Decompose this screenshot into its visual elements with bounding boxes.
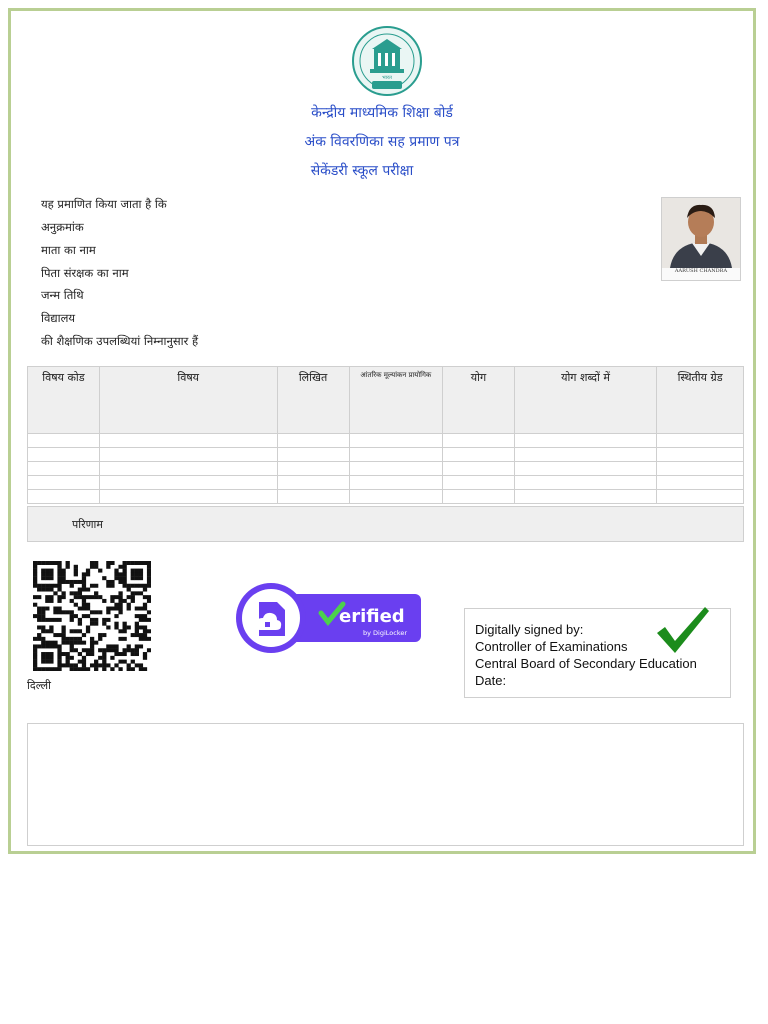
table-row: [28, 434, 744, 448]
photo-caption: AARUSH CHANDRA: [662, 268, 740, 280]
col-subject-code: विषय कोड: [28, 367, 100, 434]
roll-no-label: अनुक्रमांक: [41, 220, 84, 234]
document-title: अंक विवरणिका सह प्रमाण पत्र: [304, 134, 460, 150]
student-photo: [661, 197, 741, 281]
badge-main-text: erified: [339, 606, 405, 627]
col-grade: स्थितीय ग्रेड: [657, 367, 744, 434]
table-row: [28, 476, 744, 490]
col-internal-practical: आंतरिक मूल्यांकन प्रायोगिक: [349, 367, 442, 434]
emblem-text: भारत: [382, 75, 392, 81]
table-header-row: [28, 367, 744, 434]
result-label: परिणाम: [72, 518, 103, 531]
digilocker-verified-badge: [235, 582, 425, 654]
cbse-emblem-icon: [350, 23, 424, 103]
green-checkmark-icon: [653, 601, 713, 661]
sig-line-1: Digitally signed by:: [475, 622, 584, 637]
col-total: योग: [443, 367, 515, 434]
col-total-words: योग शब्दों में: [514, 367, 656, 434]
table-row: [28, 490, 744, 504]
qr-code-icon[interactable]: [33, 561, 151, 671]
certificate-frame: [8, 8, 756, 854]
achievements-line: की शैक्षणिक उपलब्धियां निम्नानुसार हैं: [41, 334, 199, 348]
board-name: केन्द्रीय माध्यमिक शिक्षा बोर्ड: [311, 105, 453, 121]
table-row: [28, 448, 744, 462]
sig-line-3: Central Board of Secondary Education: [475, 656, 697, 671]
col-subject: विषय: [99, 367, 277, 434]
digital-signature-box: [464, 608, 731, 698]
sig-line-2: Controller of Examinations: [475, 639, 628, 654]
badge-sub-text: by DigiLocker: [363, 629, 408, 637]
place-label: दिल्ली: [27, 679, 51, 692]
mother-name-label: माता का नाम: [41, 243, 96, 257]
sig-line-4: Date:: [475, 673, 507, 688]
marks-table: [27, 366, 744, 504]
student-photo-image: [662, 198, 740, 268]
school-label: विद्यालय: [41, 311, 76, 325]
exam-name: सेकेंडरी स्कूल परीक्षा: [310, 163, 414, 179]
remarks-box: [27, 723, 744, 846]
col-written: लिखित: [277, 367, 349, 434]
table-row: [28, 462, 744, 476]
father-name-label: पिता संरक्षक का नाम: [41, 266, 129, 280]
dob-label: जन्म तिथि: [41, 288, 84, 302]
result-row: [27, 506, 744, 542]
certify-intro: यह प्रमाणित किया जाता है कि: [41, 197, 167, 211]
